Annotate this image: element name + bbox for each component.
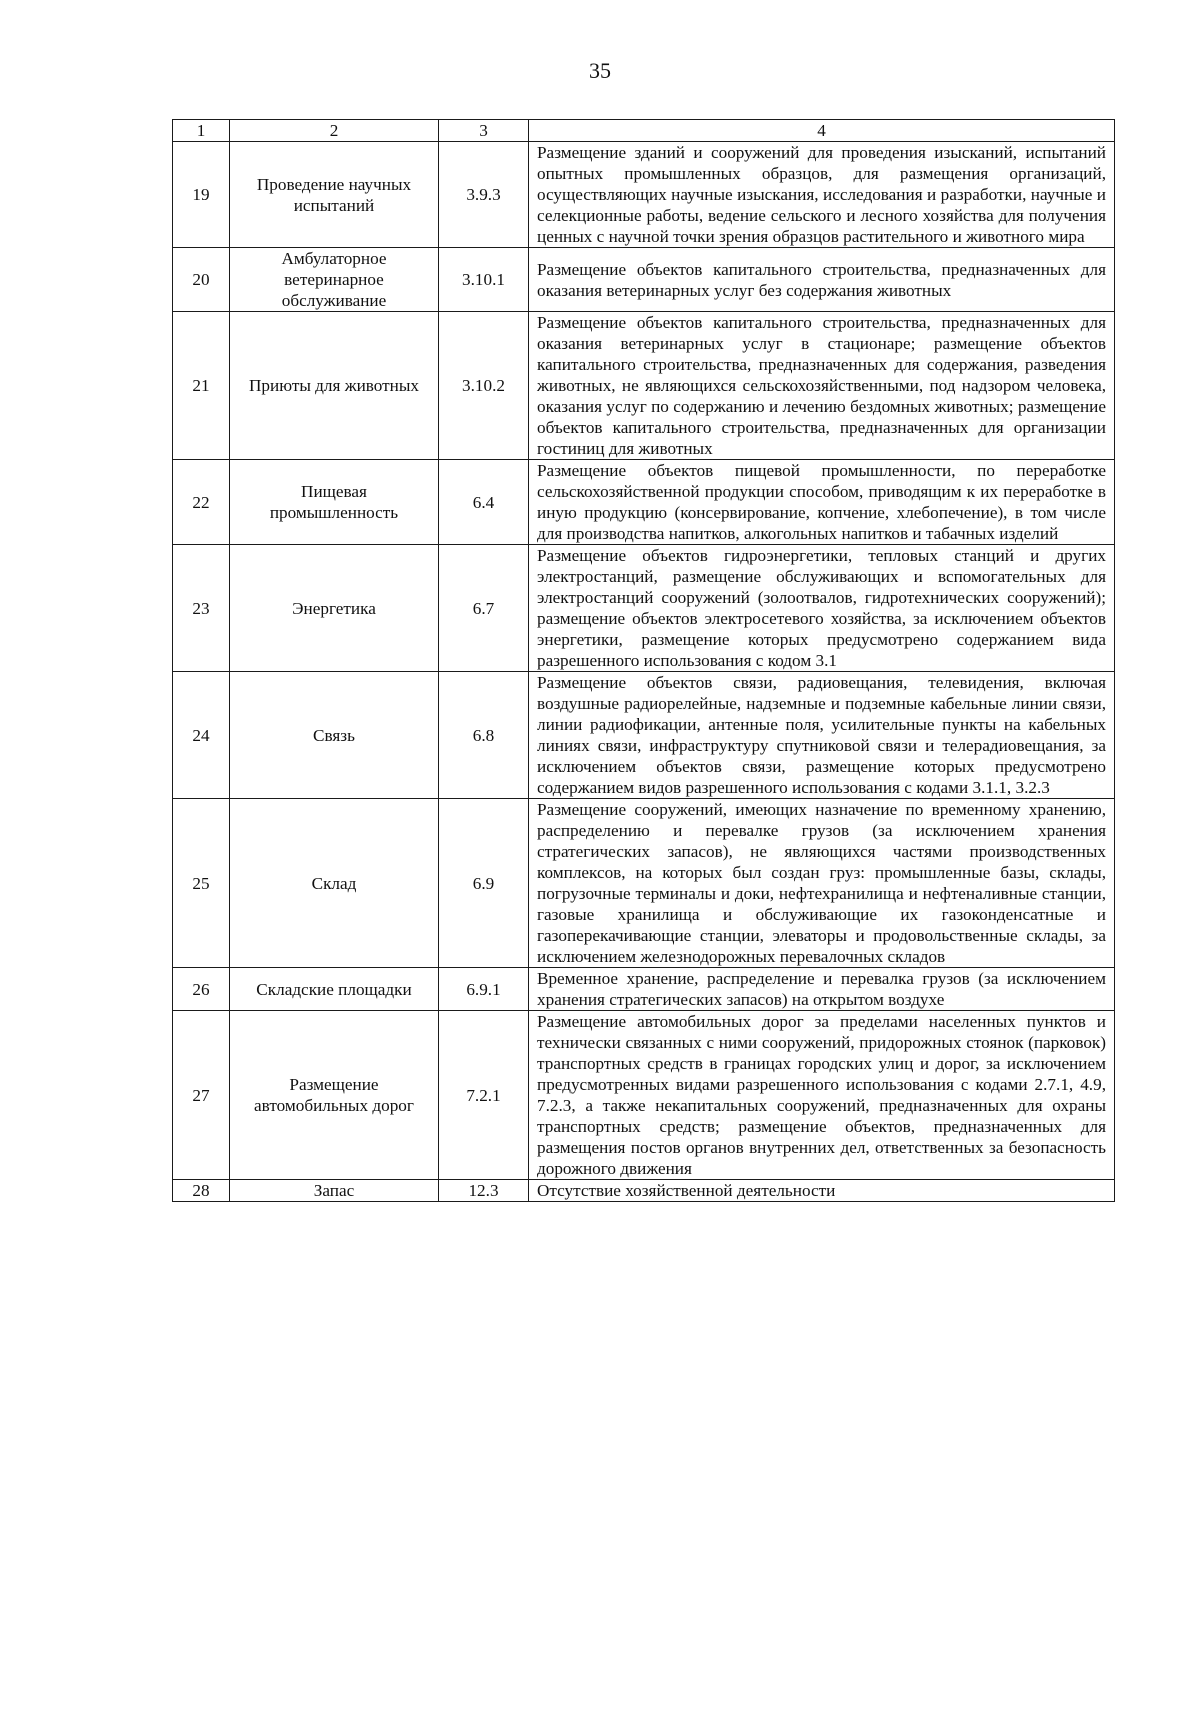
use-description: Размещение объектов связи, радиовещания, телевидения, включая воздушные радиорелейные, надземные и подземные кабельные линии связи, линии радиофикации, антенные поля, усилительные пункты на кабельных линиях связи, инфраструктуру спутниковой связи и телерадиовещания, за исключением объектов связи, размещение которых предусмотрено содержанием видов разрешенного использования с кодами 3.1.1, 3.2.3	[529, 672, 1115, 799]
use-code: 7.2.1	[439, 1011, 529, 1180]
use-description: Временное хранение, распределение и перевалка грузов (за исключением хранения стратегических запасов) на открытом воздухе	[529, 968, 1115, 1011]
use-name: Пищевая промышленность	[230, 460, 439, 545]
use-code: 12.3	[439, 1180, 529, 1202]
use-name: Амбулаторное ветеринарное обслуживание	[230, 248, 439, 312]
table-row	[173, 248, 1115, 312]
use-name: Энергетика	[230, 545, 439, 672]
column-header-4: 4	[529, 120, 1115, 142]
header-row	[173, 120, 1115, 142]
column-header-1: 1	[173, 120, 230, 142]
row-number: 24	[173, 672, 230, 799]
use-code: 6.7	[439, 545, 529, 672]
use-code: 3.10.1	[439, 248, 529, 312]
column-header-2: 2	[230, 120, 439, 142]
row-number: 23	[173, 545, 230, 672]
use-description: Размещение объектов гидроэнергетики, тепловых станций и других электростанций, размещение обслуживающих и вспомогательных для электростанций сооружений (золоотвалов, гидротехнических сооружений); размещение объектов электросетевого хозяйства, за исключением объектов энергетики, размещение которых предусмотрено содержанием вида разрешенного использования с кодом 3.1	[529, 545, 1115, 672]
use-description: Размещение сооружений, имеющих назначение по временному хранению, распределению и перевалке грузов (за исключением хранения стратегических запасов), не являющихся частями производственных комплексов, на которых был создан груз: промышленные базы, склады, погрузочные терминалы и доки, нефтехранилища и нефтеналивные станции, газовые хранилища и обслуживающие их газоконденсатные и газоперекачивающие станции, элеваторы и продовольственные склады, за исключением железнодорожных перевалочных складов	[529, 799, 1115, 968]
use-code: 6.9.1	[439, 968, 529, 1011]
use-description: Размещение объектов капитального строительства, предназначенных для оказания ветеринарных услуг в стационаре; размещение объектов капитального строительства, предназначенных для содержания, разведения животных, не являющихся сельскохозяйственными, под надзором человека, оказания услуг по содержанию и лечению бездомных животных; размещение объектов капитального строительства, предназначенных для организации гостиниц для животных	[529, 312, 1115, 460]
table-row	[173, 672, 1115, 799]
use-description: Размещение автомобильных дорог за пределами населенных пунктов и технически связанных с ними сооружений, придорожных стоянок (парковок) транспортных средств в границах городских улиц и дорог, за исключением предусмотренных видами разрешенного использования с кодами 2.7.1, 4.9, 7.2.3, а также некапитальных сооружений, предназначенных для охраны транспортных средств; размещение объектов, предназначенных для размещения постов органов внутренних дел, ответственных за безопасность дорожного движения	[529, 1011, 1115, 1180]
row-number: 21	[173, 312, 230, 460]
use-description: Размещение объектов пищевой промышленности, по переработке сельскохозяйственной продукции способом, приводящим к их переработке в иную продукцию (консервирование, копчение, хлебопечение), в том числе для производства напитков, алкогольных напитков и табачных изделий	[529, 460, 1115, 545]
use-name: Связь	[230, 672, 439, 799]
use-name: Склад	[230, 799, 439, 968]
use-description: Размещение объектов капитального строительства, предназначенных для оказания ветеринарных услуг без содержания животных	[529, 248, 1115, 312]
table-row	[173, 799, 1115, 968]
use-code: 6.4	[439, 460, 529, 545]
row-number: 22	[173, 460, 230, 545]
use-description: Размещение зданий и сооружений для проведения изысканий, испытаний опытных промышленных образцов, для размещения организаций, осуществляющих научные изыскания, исследования и разработки, научные и селекционные работы, ведение сельского и лесного хозяйства для получения ценных с научной точки зрения образцов растительного и животного мира	[529, 142, 1115, 248]
table-row	[173, 1011, 1115, 1180]
table-row	[173, 545, 1115, 672]
table-row	[173, 1180, 1115, 1202]
use-description: Отсутствие хозяйственной деятельности	[529, 1180, 1115, 1202]
use-name: Запас	[230, 1180, 439, 1202]
use-name: Приюты для животных	[230, 312, 439, 460]
land-use-table	[172, 119, 1115, 1202]
table-row	[173, 312, 1115, 460]
use-code: 3.10.2	[439, 312, 529, 460]
use-name: Складские площадки	[230, 968, 439, 1011]
row-number: 19	[173, 142, 230, 248]
column-header-3: 3	[439, 120, 529, 142]
table-row	[173, 142, 1115, 248]
page-number: 35	[589, 58, 611, 83]
row-number: 20	[173, 248, 230, 312]
table-row	[173, 968, 1115, 1011]
row-number: 26	[173, 968, 230, 1011]
table-row	[173, 460, 1115, 545]
use-name: Размещение автомобильных дорог	[230, 1011, 439, 1180]
row-number: 27	[173, 1011, 230, 1180]
row-number: 28	[173, 1180, 230, 1202]
use-code: 6.9	[439, 799, 529, 968]
row-number: 25	[173, 799, 230, 968]
use-code: 6.8	[439, 672, 529, 799]
use-name: Проведение научных испытаний	[230, 142, 439, 248]
use-code: 3.9.3	[439, 142, 529, 248]
